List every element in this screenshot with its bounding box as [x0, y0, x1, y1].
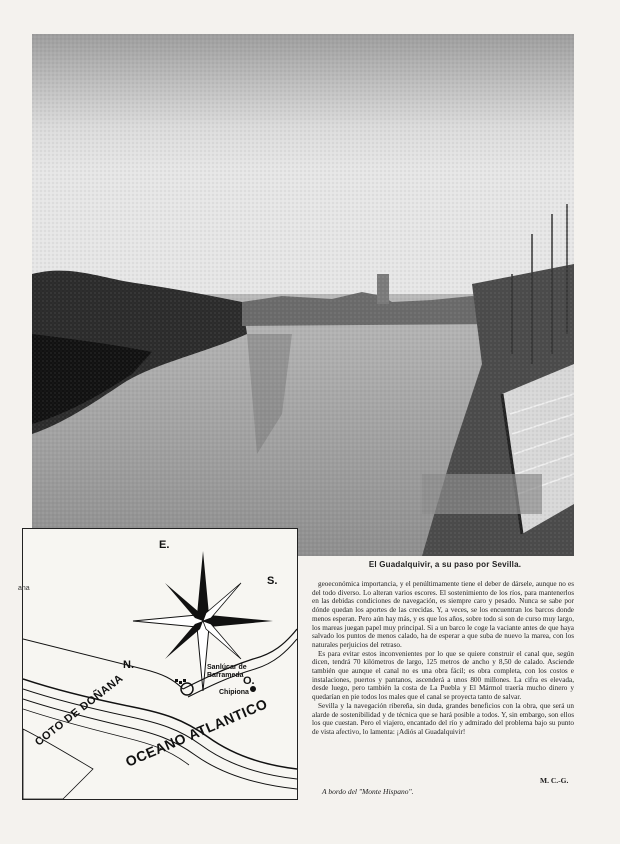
oceano-atlantico-label: OCEANO ATLANTICO	[123, 695, 270, 770]
guadalquivir-photo	[32, 34, 574, 556]
chipiona-label: Chipiona	[219, 689, 249, 696]
article-body	[312, 580, 574, 776]
article-paragraph: Sevilla y la navegación ribereña, sin duda, grandes beneficios con la obra, que será un alarde de sostenibilidad y de técnica que se hará posible a todos. Y, sin embargo, son ellos los que cuestan. Pero el viajero, encantado del río y admirado del problema bajo su punto de vista afectivo, lo lamenta: ¡Adiós al Guadalquivir!	[312, 701, 574, 736]
compass-east-label: E.	[159, 539, 170, 551]
article-footer-note: A bordo del "Monte Hispano".	[322, 787, 414, 796]
article-paragraph: Es para evitar estos inconvenientes por lo que se quiere construir el canal que, según dicen, tendrá 70 kilómetros de largo, 125 metros de ancho y 8,50 de calado. Asciende también que aunque el canal no es una obra fácil; es obra completa, con los costos e instalaciones, puertos y pantanos, ascenderá a unos 800 millones. La cifra es elevada, desde luego, pero también la costa de La Puebla y El Mármol traería mucho dinero y quedarían en pie todos los males que el canal se proyecta tanto de salvar.	[312, 649, 574, 702]
author-signature: M. C.-G.	[540, 776, 569, 785]
coto-donana-label: COTO DE DOÑANA	[33, 672, 126, 749]
article-paragraph: geoeconómica importancia, y el penúltimamente tiene el deber de dársele, aunque no es del todo diverso. Lo alteran varios escores. El sostenimiento de los ríos, para mantenerlos en las debidas condiciones de navegación, es siempre caro y pesado. Nunca se sabe por dónde quedan los aportes de las crecidas. Y, a veces, se los encuentran los barcos donde menos esperan. Pero aún hay más, y es que los años, sobre todo si son de curso muy largo, los mareas juegan papel muy principal. Si a un barco le coge la vaciante antes de que haya salvado los puntos de menos calado, ha de esperar a que suba de nuevo la marea, con los naturales perjuicios del retraso.	[312, 580, 574, 649]
photo-caption: El Guadalquivir, a su paso por Sevilla.	[368, 560, 522, 569]
sanlucar-label: Sanlúcar de Barrameda	[207, 664, 247, 679]
column-fragment: ana	[18, 585, 30, 592]
compass-south-label: S.	[267, 575, 278, 587]
river-map	[22, 528, 298, 800]
compass-west-label: O.	[243, 675, 255, 687]
compass-north-label: N.	[123, 659, 134, 671]
